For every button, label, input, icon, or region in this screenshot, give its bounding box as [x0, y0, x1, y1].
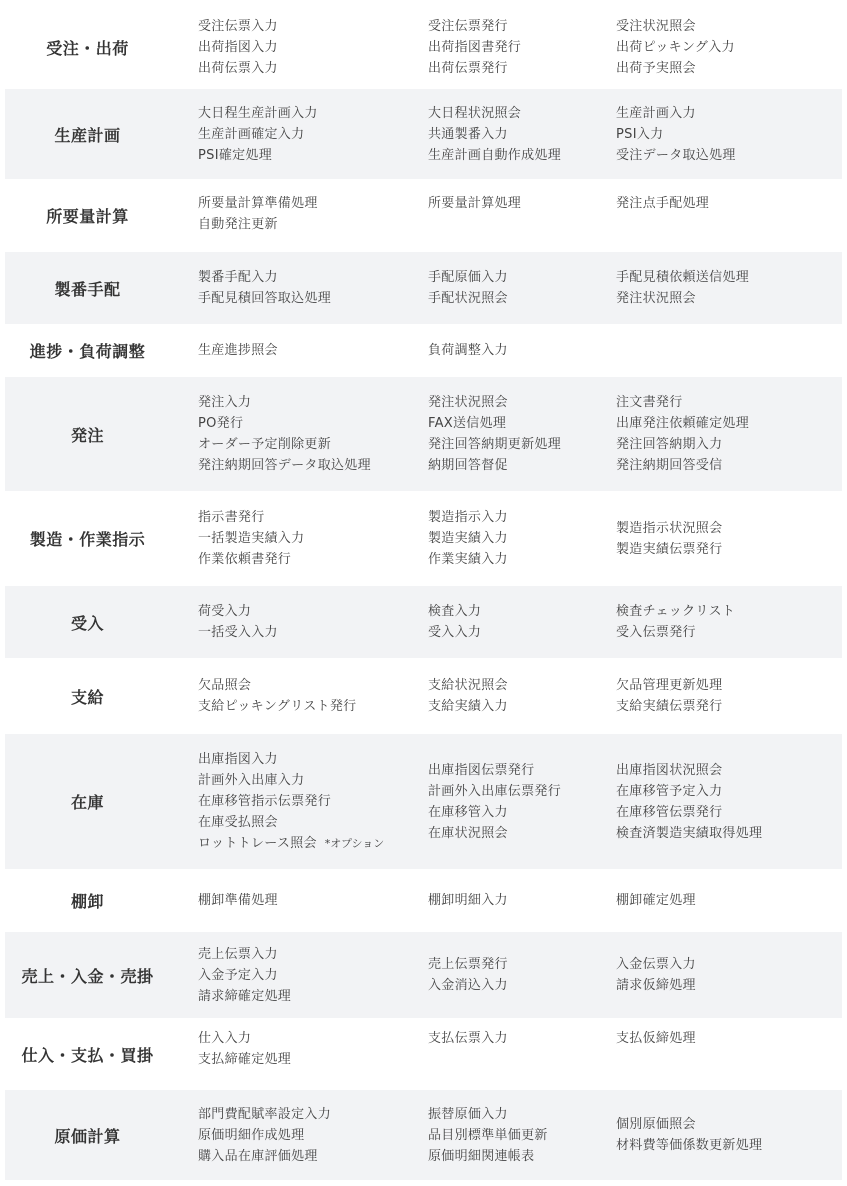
- function-item[interactable]: [428, 802, 616, 823]
- function-item-label: 生産計画自動作成処理: [428, 147, 562, 163]
- function-row: [5, 324, 842, 377]
- function-column-col2: [428, 491, 616, 586]
- category-label: 所要量計算: [46, 207, 129, 226]
- function-item[interactable]: [428, 1028, 616, 1049]
- function-item[interactable]: [198, 812, 428, 833]
- function-item[interactable]: [198, 944, 428, 965]
- function-column-col2: [428, 1018, 616, 1090]
- function-item-label: 出荷伝票入力: [198, 60, 278, 76]
- function-column-col2: [428, 734, 616, 869]
- function-item-label: 手配見積回答取込処理: [198, 291, 332, 306]
- function-item-label: 受注データ取込処理: [616, 147, 736, 163]
- function-item-label: 発注納期回答データ取込処理: [198, 458, 371, 473]
- function-item-label: 売上伝票入力: [198, 946, 278, 962]
- function-item-label: 出荷指図書発行: [428, 39, 522, 55]
- function-item-label: 品目別標準単価更新: [428, 1127, 548, 1143]
- category-label: 発注: [70, 425, 104, 445]
- function-item[interactable]: [198, 1125, 428, 1146]
- function-item[interactable]: [428, 1146, 616, 1167]
- function-item[interactable]: [616, 890, 842, 911]
- function-item-label: 支給実績入力: [428, 699, 508, 714]
- function-item[interactable]: [198, 1104, 428, 1125]
- function-item[interactable]: [428, 434, 616, 455]
- category-label: 生産計画: [54, 125, 121, 145]
- function-item[interactable]: [616, 781, 842, 802]
- function-item[interactable]: [198, 1028, 428, 1049]
- function-item-label: 支給実績伝票発行: [616, 699, 723, 714]
- function-item-label: 所要量計算準備処理: [198, 196, 318, 211]
- function-item-label: 検査入力: [428, 604, 482, 619]
- function-item[interactable]: [616, 288, 842, 309]
- function-item-label: 原価明細作成処理: [198, 1127, 305, 1143]
- function-item[interactable]: [616, 760, 842, 781]
- function-item-label: 検査チェックリスト: [616, 604, 736, 619]
- function-column-col1: [170, 869, 428, 932]
- function-item[interactable]: [198, 675, 428, 696]
- function-item[interactable]: [198, 1049, 428, 1070]
- function-column-col1: [170, 491, 428, 586]
- function-item[interactable]: [198, 37, 428, 58]
- function-column-col2: [428, 89, 616, 179]
- function-item-label: 棚卸明細入力: [428, 893, 508, 908]
- function-item-label: 在庫受払照会: [198, 815, 278, 830]
- function-item[interactable]: [616, 675, 842, 696]
- function-row: [5, 377, 842, 491]
- function-item[interactable]: [198, 193, 428, 214]
- function-item[interactable]: [616, 58, 842, 79]
- function-item-label: 一括受入入力: [198, 625, 278, 640]
- function-item[interactable]: [616, 455, 842, 476]
- function-item-label: PSI確定処理: [198, 147, 273, 163]
- function-item-label: 製造実績伝票発行: [616, 541, 723, 557]
- function-column-col3: [616, 932, 842, 1018]
- function-item-label: 発注回答納期入力: [616, 437, 723, 452]
- function-column-col2: [428, 1090, 616, 1180]
- function-item-label: 欠品照会: [198, 678, 252, 693]
- function-item-label: 売上伝票発行: [428, 957, 508, 972]
- function-item-label: 大日程生産計画入力: [198, 105, 318, 121]
- function-item[interactable]: [428, 16, 616, 37]
- function-item-label: 欠品管理更新処理: [616, 678, 723, 693]
- function-column-col3: [616, 491, 842, 586]
- function-item-label: 計画外入出庫伝票発行: [428, 783, 562, 799]
- category-label: 仕入・支払・買掛: [21, 1045, 154, 1065]
- function-item[interactable]: [428, 37, 616, 58]
- function-column-col2: [428, 869, 616, 932]
- function-item[interactable]: [428, 622, 616, 643]
- function-item-label: 一括製造実績入力: [198, 531, 305, 546]
- function-item-label: 支給状況照会: [428, 678, 508, 693]
- function-item[interactable]: [428, 392, 616, 413]
- function-column-col2: [428, 324, 616, 377]
- function-item[interactable]: [428, 58, 616, 79]
- function-item-label: 負荷調整入力: [428, 343, 508, 358]
- function-row: [5, 491, 842, 586]
- function-row: [5, 1090, 842, 1180]
- function-column-col3: [616, 1018, 842, 1090]
- function-item[interactable]: [428, 455, 616, 476]
- function-item-label: 大日程状況照会: [428, 105, 522, 121]
- function-item-label: FAX送信処理: [428, 416, 507, 431]
- function-item[interactable]: [616, 1028, 842, 1049]
- function-item-label: 発注納期回答受信: [616, 458, 723, 473]
- function-item-label: 作業依頼書発行: [198, 552, 292, 567]
- function-column-col3: [616, 586, 842, 658]
- function-item[interactable]: [616, 434, 842, 455]
- function-column-col1: [170, 586, 428, 658]
- function-item-label: 部門費配賦率設定入力: [198, 1106, 332, 1122]
- function-item-label: 発注点手配処理: [616, 196, 710, 211]
- function-item-label: 仕入入力: [198, 1031, 252, 1046]
- function-column-col2: [428, 932, 616, 1018]
- function-item[interactable]: [428, 890, 616, 911]
- function-column-col2: [428, 5, 616, 89]
- function-item[interactable]: [616, 696, 842, 717]
- category-label: 製造・作業指示: [29, 530, 146, 549]
- function-item-label: 原価明細関連帳表: [428, 1148, 535, 1164]
- function-column-col3: [616, 179, 842, 252]
- function-item-label: 在庫状況照会: [428, 825, 508, 841]
- function-row: [5, 658, 842, 734]
- function-item[interactable]: [198, 434, 428, 455]
- function-item-label: 出荷予実照会: [616, 60, 696, 76]
- category-label: 製番手配: [54, 279, 121, 299]
- function-item-label: 注文書発行: [616, 395, 683, 410]
- function-column-col3: [616, 324, 842, 377]
- function-item[interactable]: [616, 1135, 842, 1156]
- function-item[interactable]: [428, 103, 616, 124]
- function-item-label: 受注伝票入力: [198, 18, 278, 34]
- function-item[interactable]: [198, 601, 428, 622]
- function-column-col2: [428, 377, 616, 491]
- function-item[interactable]: [616, 37, 842, 58]
- function-item-label: 在庫移管指示伝票発行: [198, 794, 332, 809]
- function-item-label: 製造実績入力: [428, 531, 508, 546]
- function-column-col1: [170, 932, 428, 1018]
- function-column-col3: [616, 734, 842, 869]
- function-item[interactable]: [616, 539, 842, 560]
- function-item-label: 荷受入力: [198, 604, 252, 619]
- function-item-label: 支給ピッキングリスト発行: [198, 699, 357, 714]
- function-item[interactable]: [616, 954, 842, 975]
- category-label: 棚卸: [70, 892, 104, 911]
- function-column-col1: [170, 658, 428, 734]
- function-item[interactable]: [616, 1114, 842, 1135]
- function-item[interactable]: [616, 975, 842, 996]
- function-item[interactable]: [428, 413, 616, 434]
- function-item[interactable]: [428, 975, 616, 996]
- function-item[interactable]: [428, 601, 616, 622]
- function-item-label: 材料費等価係数更新処理: [616, 1138, 763, 1153]
- function-item[interactable]: [198, 16, 428, 37]
- function-item-label: 個別原価照会: [616, 1117, 696, 1132]
- function-column-col1: [170, 252, 428, 324]
- function-row: [5, 179, 842, 252]
- function-item-label: PO発行: [198, 416, 244, 431]
- function-item[interactable]: [198, 965, 428, 986]
- function-item[interactable]: [616, 622, 842, 643]
- function-item[interactable]: [198, 622, 428, 643]
- function-item-label: 支払締確定処理: [198, 1052, 292, 1067]
- function-item[interactable]: [428, 1104, 616, 1125]
- function-item-label: 出庫発注依頼確定処理: [616, 416, 750, 431]
- function-item-label: 在庫移管入力: [428, 804, 508, 820]
- function-column-col3: [616, 658, 842, 734]
- function-item-label: 受入入力: [428, 625, 482, 640]
- function-item-label: 支払伝票入力: [428, 1031, 508, 1046]
- function-row: [5, 869, 842, 932]
- function-item-label: 所要量計算処理: [428, 196, 522, 211]
- function-column-col2: [428, 179, 616, 252]
- function-item[interactable]: [198, 58, 428, 79]
- function-item[interactable]: [198, 288, 428, 309]
- function-item-label: 生産進捗照会: [198, 343, 278, 358]
- category-label: 進捗・負荷調整: [29, 342, 146, 361]
- function-item[interactable]: [198, 103, 428, 124]
- function-item[interactable]: [198, 890, 428, 911]
- function-item[interactable]: [428, 696, 616, 717]
- function-item-label: 請求締確定処理: [198, 988, 292, 1004]
- function-item[interactable]: [428, 549, 616, 570]
- function-item-label: 棚卸確定処理: [616, 893, 696, 908]
- function-item-label: 請求仮締処理: [616, 978, 696, 993]
- function-item[interactable]: [198, 124, 428, 145]
- function-column-col1: [170, 5, 428, 89]
- function-row: [5, 252, 842, 324]
- function-column-col2: [428, 252, 616, 324]
- function-list-body: [5, 5, 842, 1180]
- function-item[interactable]: [616, 601, 842, 622]
- function-item[interactable]: [198, 833, 428, 854]
- function-item-label: 計画外入出庫入力: [198, 773, 305, 788]
- category-label: 売上・入金・売掛: [21, 966, 154, 986]
- function-item-label: 入金消込入力: [428, 978, 508, 993]
- function-item-label: 手配見積依頼送信処理: [616, 270, 750, 285]
- function-row: [5, 1018, 842, 1090]
- function-item[interactable]: [428, 760, 616, 781]
- function-item[interactable]: [616, 823, 842, 844]
- function-item[interactable]: [616, 392, 842, 413]
- category-label: 受入: [70, 613, 104, 633]
- function-item[interactable]: [198, 770, 428, 791]
- function-item[interactable]: [428, 781, 616, 802]
- function-item-label: 入金伝票入力: [616, 957, 696, 972]
- function-item[interactable]: [198, 455, 428, 476]
- function-item[interactable]: [428, 954, 616, 975]
- function-item[interactable]: [198, 528, 428, 549]
- function-row: [5, 932, 842, 1018]
- function-item-label: 購入品在庫評価処理: [198, 1148, 318, 1164]
- function-item[interactable]: [616, 124, 842, 145]
- function-item[interactable]: [198, 340, 428, 361]
- function-item-label: 受注伝票発行: [428, 18, 508, 34]
- function-item[interactable]: [616, 802, 842, 823]
- function-item-label: 手配原価入力: [428, 270, 508, 285]
- function-column-col3: [616, 252, 842, 324]
- function-item[interactable]: [198, 413, 428, 434]
- function-item-label: 出庫指図状況照会: [616, 762, 723, 778]
- function-item[interactable]: [616, 193, 842, 214]
- function-row: [5, 734, 842, 869]
- function-item-label: ロットトレース照会: [198, 836, 317, 851]
- function-item-label: 出荷ピッキング入力: [616, 39, 735, 55]
- function-item[interactable]: [198, 145, 428, 166]
- function-row: [5, 89, 842, 179]
- function-column-col1: [170, 1018, 428, 1090]
- function-item-label: 製造指示入力: [428, 510, 508, 525]
- function-item-label: 発注状況照会: [428, 395, 508, 410]
- function-item-label: 発注状況照会: [616, 291, 696, 306]
- function-item[interactable]: [428, 267, 616, 288]
- function-item[interactable]: [428, 528, 616, 549]
- function-item[interactable]: [198, 1146, 428, 1167]
- function-item[interactable]: [616, 267, 842, 288]
- function-list-frame: [5, 5, 842, 1181]
- function-item[interactable]: [428, 193, 616, 214]
- function-item[interactable]: [428, 340, 616, 361]
- function-item-label: 納期回答督促: [428, 458, 508, 473]
- function-item-label: 出庫指図入力: [198, 752, 278, 767]
- function-item-label: 製造指示状況照会: [616, 520, 723, 536]
- function-column-col1: [170, 1090, 428, 1180]
- function-item-label: 製番手配入力: [198, 270, 278, 285]
- function-column-col3: [616, 89, 842, 179]
- function-item-label: 入金予定入力: [198, 967, 278, 983]
- category-label: 在庫: [70, 793, 104, 812]
- category-label: 支給: [70, 687, 104, 707]
- function-item-label: 振替原価入力: [428, 1106, 508, 1122]
- function-item[interactable]: [428, 507, 616, 528]
- function-column-col1: [170, 89, 428, 179]
- function-row: [5, 5, 842, 89]
- function-row: [5, 586, 842, 658]
- function-item[interactable]: [616, 16, 842, 37]
- function-item-label: 指示書発行: [198, 510, 265, 525]
- function-item[interactable]: [428, 1125, 616, 1146]
- function-item-label: PSI入力: [616, 126, 664, 142]
- function-column-col1: [170, 179, 428, 252]
- function-column-col2: [428, 586, 616, 658]
- function-item-label: 受入伝票発行: [616, 625, 696, 640]
- function-column-col1: [170, 734, 428, 869]
- function-item-label: 共通製番入力: [428, 126, 508, 142]
- function-item-label: 在庫移管予定入力: [616, 783, 723, 799]
- function-item[interactable]: [198, 791, 428, 812]
- function-item-label: 受注状況照会: [616, 18, 696, 34]
- function-item[interactable]: [616, 145, 842, 166]
- function-item-label: 棚卸準備処理: [198, 893, 278, 908]
- function-item-label: 生産計画入力: [616, 105, 696, 121]
- function-item-label: 出荷指図入力: [198, 39, 278, 55]
- function-item[interactable]: [428, 145, 616, 166]
- function-item[interactable]: [198, 507, 428, 528]
- function-item[interactable]: [428, 288, 616, 309]
- function-item[interactable]: [428, 675, 616, 696]
- function-column-col3: [616, 5, 842, 89]
- function-column-col1: [170, 377, 428, 491]
- function-item[interactable]: [616, 413, 842, 434]
- function-item[interactable]: [428, 823, 616, 844]
- function-item-label: 発注回答納期更新処理: [428, 437, 562, 452]
- function-list-table: [5, 5, 842, 1180]
- function-item[interactable]: [198, 986, 428, 1007]
- function-item-label: 検査済製造実績取得処理: [616, 825, 763, 841]
- function-item[interactable]: [198, 549, 428, 570]
- category-label: 受注・出荷: [46, 38, 129, 58]
- function-item-label: 自動発注更新: [198, 217, 278, 232]
- function-item[interactable]: [198, 696, 428, 717]
- function-item[interactable]: [198, 267, 428, 288]
- option-note: *オプション: [324, 837, 385, 850]
- function-item-label: 手配状況照会: [428, 291, 508, 306]
- function-item-label: 出荷伝票発行: [428, 60, 508, 76]
- function-item[interactable]: [198, 214, 428, 235]
- function-column-col3: [616, 377, 842, 491]
- function-item-label: 生産計画確定入力: [198, 126, 305, 142]
- function-column-col1: [170, 324, 428, 377]
- category-label: 原価計算: [54, 1126, 121, 1146]
- function-item-label: オーダー予定削除更新: [198, 437, 332, 452]
- function-column-col3: [616, 869, 842, 932]
- function-item[interactable]: [198, 392, 428, 413]
- function-item[interactable]: [616, 103, 842, 124]
- function-item-label: 支払仮締処理: [616, 1031, 696, 1046]
- function-item-label: 在庫移管伝票発行: [616, 804, 723, 820]
- function-column-col2: [428, 658, 616, 734]
- function-item[interactable]: [428, 124, 616, 145]
- function-item-label: 発注入力: [198, 395, 252, 410]
- function-item-label: 出庫指図伝票発行: [428, 762, 535, 778]
- function-item-label: 作業実績入力: [428, 552, 508, 567]
- function-item[interactable]: [198, 749, 428, 770]
- function-item[interactable]: [616, 518, 842, 539]
- function-column-col3: [616, 1090, 842, 1180]
